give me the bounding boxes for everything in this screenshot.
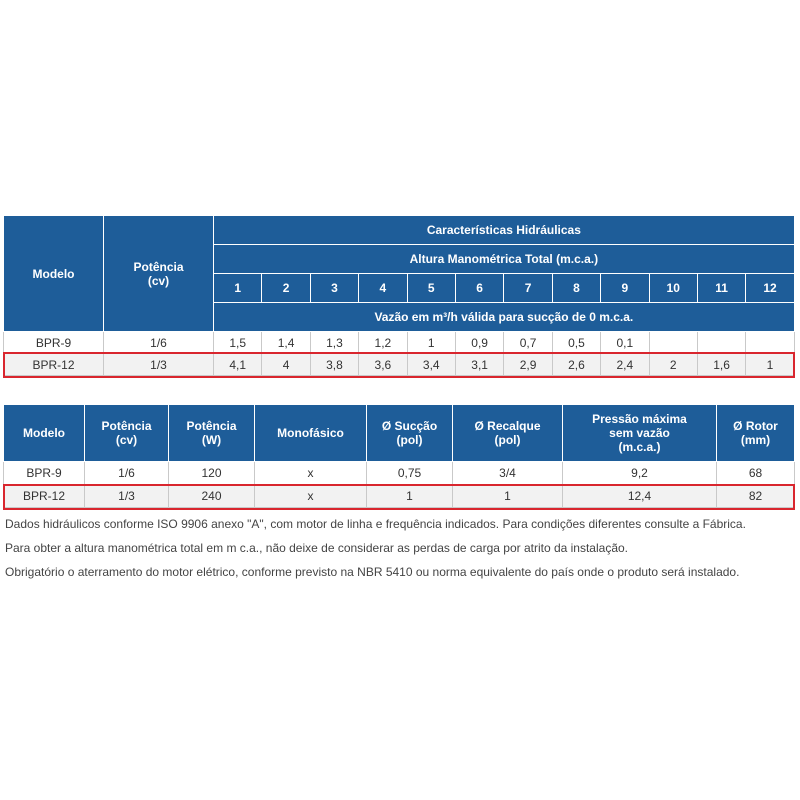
cell-vazao: 3,4 <box>407 354 455 376</box>
cell-modelo: BPR-12 <box>4 354 104 376</box>
cell-recalque: 1 <box>453 485 563 508</box>
cell-vazao: 0,1 <box>601 332 649 354</box>
cell-vazao: 1,2 <box>359 332 407 354</box>
col-succao: Ø Sucção (pol) <box>367 405 453 462</box>
cell-monofasico: x <box>255 462 367 485</box>
cell-potencia-cv: 1/3 <box>85 485 169 508</box>
height-header: 7 <box>504 274 552 303</box>
height-header: 10 <box>649 274 697 303</box>
cell-vazao: 1,6 <box>697 354 745 376</box>
cell-vazao: 2 <box>649 354 697 376</box>
table-row <box>4 485 795 508</box>
cell-vazao: 3,6 <box>359 354 407 376</box>
table-row <box>4 332 795 354</box>
cell-vazao: 1,5 <box>214 332 262 354</box>
cell-vazao: 2,4 <box>601 354 649 376</box>
col-potencia: Potência (cv) <box>104 216 214 332</box>
header-vazao: Vazão em m³/h válida para sucção de 0 m.c.a. <box>214 303 795 332</box>
note: Obrigatório o aterramento do motor elétrico, conforme previsto na NBR 5410 ou norma equivalente do país onde o produto será instalado. <box>5 565 740 579</box>
cell-monofasico: x <box>255 485 367 508</box>
cell-vazao: 0,7 <box>504 332 552 354</box>
height-header: 6 <box>455 274 503 303</box>
cell-rotor: 82 <box>717 485 795 508</box>
cell-vazao: 1,4 <box>262 332 310 354</box>
height-header: 12 <box>746 274 794 303</box>
col-recalque: Ø Recalque (pol) <box>453 405 563 462</box>
cell-vazao <box>746 332 794 354</box>
cell-vazao: 4,1 <box>214 354 262 376</box>
col-rotor: Ø Rotor (mm) <box>717 405 795 462</box>
cell-vazao: 0,9 <box>455 332 503 354</box>
height-header: 11 <box>697 274 745 303</box>
col-potencia-w: Potência (W) <box>169 405 255 462</box>
cell-vazao: 1,3 <box>310 332 358 354</box>
cell-modelo: BPR-9 <box>4 462 85 485</box>
note: Dados hidráulicos conforme ISO 9906 anexo "A", com motor de linha e frequência indicados. Para condições diferentes consulte a Fábrica. <box>5 517 746 531</box>
cell-modelo: BPR-9 <box>4 332 104 354</box>
cell-rotor: 68 <box>717 462 795 485</box>
cell-vazao: 4 <box>262 354 310 376</box>
table-row <box>4 354 795 376</box>
cell-vazao: 1 <box>746 354 794 376</box>
height-header: 2 <box>262 274 310 303</box>
col-modelo: Modelo <box>4 405 85 462</box>
header-caracteristicas: Características Hidráulicas <box>214 216 795 245</box>
cell-vazao: 0,5 <box>552 332 600 354</box>
col-modelo: Modelo <box>4 216 104 332</box>
height-header: 3 <box>310 274 358 303</box>
hydraulic-table <box>3 215 795 376</box>
height-header: 5 <box>407 274 455 303</box>
cell-potencia: 1/6 <box>104 332 214 354</box>
cell-vazao: 3,8 <box>310 354 358 376</box>
cell-succao: 0,75 <box>367 462 453 485</box>
height-header: 9 <box>601 274 649 303</box>
table-row <box>4 462 795 485</box>
cell-vazao: 1 <box>407 332 455 354</box>
height-header: 8 <box>552 274 600 303</box>
note: Para obter a altura manométrica total em m c.a., não deixe de considerar as perdas de carga por atrito da instalação. <box>5 541 629 555</box>
cell-modelo: BPR-12 <box>4 485 85 508</box>
cell-pressao: 12,4 <box>563 485 717 508</box>
height-header: 1 <box>214 274 262 303</box>
specs-table <box>3 404 795 508</box>
header-altura: Altura Manométrica Total (m.c.a.) <box>214 245 795 274</box>
cell-vazao <box>697 332 745 354</box>
cell-pressao: 9,2 <box>563 462 717 485</box>
col-monofasico: Monofásico <box>255 405 367 462</box>
cell-succao: 1 <box>367 485 453 508</box>
cell-potencia: 1/3 <box>104 354 214 376</box>
cell-potencia-w: 240 <box>169 485 255 508</box>
cell-recalque: 3/4 <box>453 462 563 485</box>
cell-potencia-cv: 1/6 <box>85 462 169 485</box>
col-potencia-cv: Potência (cv) <box>85 405 169 462</box>
cell-vazao: 2,9 <box>504 354 552 376</box>
cell-vazao: 2,6 <box>552 354 600 376</box>
cell-vazao <box>649 332 697 354</box>
col-pressao: Pressão máxima sem vazão (m.c.a.) <box>563 405 717 462</box>
cell-potencia-w: 120 <box>169 462 255 485</box>
footnotes <box>5 515 795 587</box>
cell-vazao: 3,1 <box>455 354 503 376</box>
height-header: 4 <box>359 274 407 303</box>
